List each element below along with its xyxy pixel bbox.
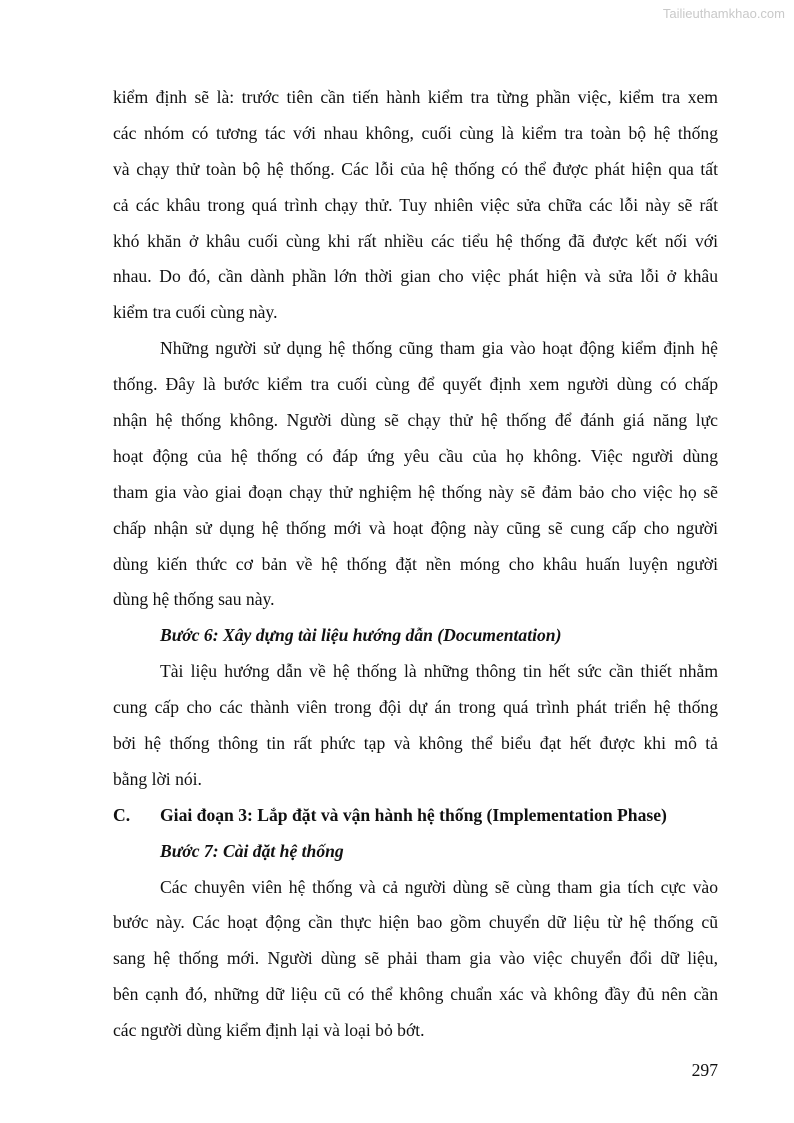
step-6-heading: Bước 6: Xây dựng tài liệu hướng dẫn (Documentation) <box>160 625 562 646</box>
text-line: dùng hệ thống sau này. <box>113 589 275 610</box>
text-line: tham gia vào giai đoạn chạy thử nghiệm hệ thống này sẽ đảm bảo cho việc họ sẽ <box>113 481 718 502</box>
text-line: thống. Đây là bước kiểm tra cuối cùng để quyết định xem người dùng có chấp <box>113 374 718 395</box>
text-line: bởi hệ thống thông tin rất phức tạp và không thể biểu đạt hết được khi mô tả <box>113 733 718 754</box>
text-line: cung cấp cho các thành viên trong đội dự án trong quá trình phát triển hệ thống <box>113 697 718 718</box>
page-number: 297 <box>691 1060 718 1080</box>
step-7-heading: Bước 7: Cài đặt hệ thống <box>160 840 344 861</box>
paragraph <box>113 80 718 331</box>
text-line: và chạy thử toàn bộ hệ thống. Các lỗi của hệ thống có thể được phát hiện qua tất <box>113 158 718 179</box>
text-line: bước này. Các hoạt động cần thực hiện bao gồm chuyển dữ liệu từ hệ thống cũ <box>113 912 718 933</box>
text-line: kiểm định sẽ là: trước tiên cần tiến hành kiểm tra từng phần việc, kiểm tra xem <box>113 87 718 107</box>
paragraph <box>113 654 718 798</box>
text-line: hoạt động của hệ thống có đáp ứng yêu cầu của họ không. Việc người dùng <box>113 445 718 466</box>
section-number: C. <box>113 804 131 825</box>
text-line: khó khăn ở khâu cuối cùng khi rất nhiều các tiểu hệ thống đã được kết nối với <box>113 230 718 251</box>
paragraph <box>113 870 718 1049</box>
text-line: các nhóm có tương tác với nhau không, cuối cùng là kiểm tra toàn bộ hệ thống <box>113 122 718 143</box>
text-line: chấp nhận sử dụng hệ thống mới và hoạt động này cũng sẽ cung cấp cho người <box>113 517 718 538</box>
text-line: các người dùng kiểm định lại và loại bỏ bớt. <box>113 1020 425 1041</box>
text-line: Những người sử dụng hệ thống cũng tham gia vào hoạt động kiểm định hệ <box>160 338 718 359</box>
text-line: cả các khâu trong quá trình chạy thử. Tuy nhiên việc sửa chữa các lỗi này sẽ rất <box>113 194 718 215</box>
text-line: Tài liệu hướng dẫn về hệ thống là những thông tin hết sức cần thiết nhằm <box>160 661 718 682</box>
text-line: nhau. Do đó, cần dành phần lớn thời gian cho việc phát hiện và sửa lỗi ở khâu <box>113 266 718 287</box>
watermark: Tailieuthamkhao.com <box>662 6 785 21</box>
text-line: Các chuyên viên hệ thống và cả người dùng sẽ cùng tham gia tích cực vào <box>160 876 718 897</box>
text-line: bằng lời nói. <box>113 768 202 789</box>
text-line: nhận hệ thống không. Người dùng sẽ chạy thử hệ thống để đánh giá năng lực <box>113 410 718 431</box>
text-line: kiểm tra cuối cùng này. <box>113 302 278 323</box>
text-line: sang hệ thống mới. Người dùng sẽ phải tham gia vào việc chuyển đổi dữ liệu, <box>113 948 718 969</box>
page-body <box>113 80 718 1049</box>
paragraph <box>113 331 718 618</box>
section-title: Giai đoạn 3: Lắp đặt và vận hành hệ thống (Implementation Phase) <box>160 804 667 825</box>
section-c-heading <box>113 798 718 834</box>
text-line: bên cạnh đó, những dữ liệu cũ có thể không chuẩn xác và không đầy đủ nên cần <box>113 984 718 1005</box>
text-line: dùng kiến thức cơ bản về hệ thống đặt nền móng cho khâu huấn luyện người <box>113 553 718 574</box>
